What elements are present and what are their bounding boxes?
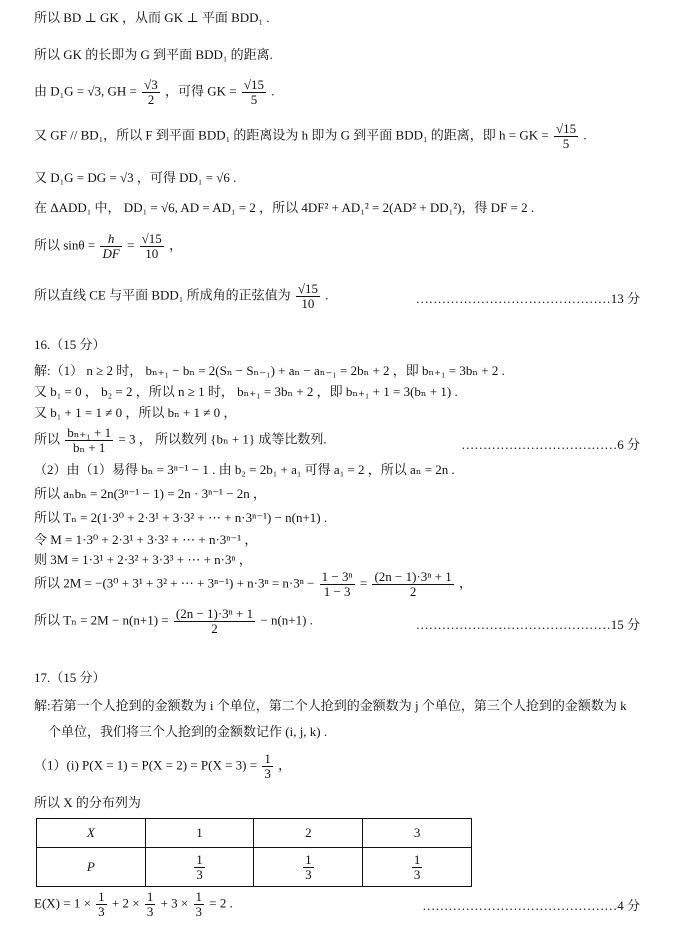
fraction: $\frac{1}{3}$ — [98, 889, 105, 919]
table-cell — [363, 848, 472, 887]
fraction: $\frac{1}{3}$ — [146, 889, 154, 919]
fraction: $\frac{1}{3}$ — [305, 851, 312, 882]
table-cell: X — [37, 819, 146, 848]
p17-heading: 17.（15 分） — [34, 670, 106, 685]
p15-line-4: 又 GF // BD₁，所以 F 到平面 BDD₁ 的距离设为 h 即为 G 到平面 BDD₁ 的距离，即 h = GK = $\frac{√15}{5}$ . — [34, 121, 587, 151]
p15-line-1: 所以 BD ⊥ GK ，从而 GK ⊥ 平面 BDD₁ . — [34, 10, 270, 25]
fraction: $\frac{1}{3}$ — [196, 851, 203, 882]
score-4: ………………………………………4 分 — [422, 898, 640, 913]
score-13: ………………………………………13 分 — [415, 291, 640, 306]
p17-line-2: 个单位，我们将三个人抢到的金额数记作 (i, j, k) . — [48, 724, 328, 739]
fraction: $\frac{\text{(2n − 1)·3ⁿ + 1}}{2}$ — [175, 606, 254, 636]
p15-line-7: 所以 sinθ = $\frac{h}{DF}$ = $\frac{√15}{10}$ ， — [34, 231, 183, 261]
fraction: $\frac{√3}{2}$ — [144, 77, 158, 107]
p16-heading: 16.（15 分） — [34, 337, 106, 352]
p16-line-3: 又 b₁ + 1 = 1 ≠ 0 ，所以 bₙ + 1 ≠ 0 ， — [34, 405, 237, 420]
table-cell — [145, 848, 254, 887]
p17-line-4: 所以 X 的分布列为 — [34, 795, 141, 810]
table-cell — [254, 848, 363, 887]
p16-line-6: 所以 aₙbₙ = 2n(3ⁿ⁻¹ − 1) = 2n · 3ⁿ⁻¹ − 2n ， — [34, 486, 267, 501]
p16-line-7: 所以 Tₙ = 2(1·3⁰ + 2·3¹ + 3·3² + ⋯ + n·3ⁿ⁻¹) − n(n+1) . — [34, 510, 328, 525]
fraction: $\frac{√15}{10}$ — [141, 231, 162, 261]
fraction: $\frac{1}{3}$ — [413, 851, 421, 882]
fraction: $\frac{1}{3}$ — [264, 751, 271, 781]
table-cell: 2 — [254, 819, 363, 848]
score-15: ………………………………………15 分 — [415, 617, 640, 632]
p16-line-8: 令 M = 1·3⁰ + 2·3¹ + 3·3² + ⋯ + n·3ⁿ⁻¹ ， — [34, 532, 258, 547]
fraction: $\frac{√15}{10}$ — [297, 281, 318, 311]
p15-line-5: 又 D₁G = DG = √3 ，可得 DD₁ = √6 . — [34, 170, 237, 185]
p16-line-10: 所以 2M = −(3⁰ + 3¹ + 3² + ⋯ + 3ⁿ⁻¹) + n·3ⁿ = n·3ⁿ − $\frac{\text{1 − 3ⁿ}}{1 - 3}$ = $\frac{\text{(2n − 1)·3ⁿ + 1}}{2}$ ， — [34, 569, 472, 599]
p15-line-3: 由 D₁G = √3, GH = $\frac{√3}{2}$ ，可得 GK = $\frac{√15}{5}$ . — [34, 77, 275, 107]
fraction: $\frac{h}{DF}$ — [102, 231, 120, 261]
p15-line-2: 所以 GK 的长即为 G 到平面 BDD₁ 的距离. — [34, 47, 273, 62]
p17-line-5: E(X) = 1 × $\frac{1}{3}$ + 2 × $\frac{1}{3}$ + 3 × $\frac{1}{3}$ = 2 . — [34, 889, 233, 919]
table-row — [37, 848, 472, 887]
table-cell: 3 — [363, 819, 472, 848]
fraction: $\frac{1}{3}$ — [195, 889, 202, 919]
p16-line-11: 所以 Tₙ = 2M − n(n+1) = $\frac{\text{(2n − 1)·3ⁿ + 1}}{2}$ − n(n+1) . — [34, 606, 313, 636]
table-cell: P — [37, 848, 146, 887]
fraction: $\frac{√15}{5}$ — [555, 121, 577, 151]
p15-line-6: 在 ΔADD₁ 中， DD₁ = √6, AD = AD₁ = 2 ，所以 4DF² + AD₁² = 2(AD² + DD₁²)，得 DF = 2 . — [34, 200, 535, 215]
score-6: ………………………………6 分 — [461, 437, 640, 452]
fraction: $\frac{\text{bₙ₊₁ + 1}}{\text{bₙ + 1}}$ — [67, 425, 112, 455]
p17-line-1: 解:若第一个人抢到的金额数为 i 个单位，第二个人抢到的金额数为 j 个单位，第三个人抢到的金额数为 k — [34, 698, 627, 713]
table-row — [37, 819, 472, 848]
p17-line-3: （1）(i) P(X = 1) = P(X = 2) = P(X = 3) = $\frac{1}{3}$ ， — [34, 751, 292, 781]
p16-line-2: 又 b₁ = 0 ， b₂ = 2 ，所以 n ≥ 1 时， bₙ₊₁ = 3bₙ + 2 ，即 bₙ₊₁ + 1 = 3(bₙ + 1) . — [34, 384, 458, 399]
p16-line-1: 解:（1） n ≥ 2 时， bₙ₊₁ − bₙ = 2(Sₙ − Sₙ₋₁) + aₙ − aₙ₋₁ = 2bₙ + 2 ，即 bₙ₊₁ = 3bₙ + 2 . — [34, 363, 505, 378]
fraction: $\frac{\text{(2n − 1)·3ⁿ + 1}}{2}$ — [374, 569, 452, 599]
fraction: $\frac{\text{1 − 3ⁿ}}{1 - 3}$ — [321, 569, 353, 599]
p16-line-4: 所以 $\frac{\text{bₙ₊₁ + 1}}{\text{bₙ + 1}}$ = 3 ， 所以数列 {bₙ + 1} 成等比数列. — [34, 425, 327, 455]
p16-line-9: 则 3M = 1·3¹ + 2·3² + 3·3³ + ⋯ + n·3ⁿ ， — [34, 552, 252, 567]
p16-line-5: （2）由（1）易得 bₙ = 3ⁿ⁻¹ − 1 . 由 b₂ = 2b₁ + a₁ 可得 a₁ = 2 ，所以 aₙ = 2n . — [34, 462, 455, 477]
fraction: $\frac{√15}{5}$ — [243, 77, 265, 107]
table-cell: 1 — [145, 819, 254, 848]
p15-line-8: 所以直线 CE 与平面 BDD₁ 所成角的正弦值为 $\frac{√15}{10}$ . — [34, 281, 329, 311]
distribution-table — [36, 818, 472, 887]
